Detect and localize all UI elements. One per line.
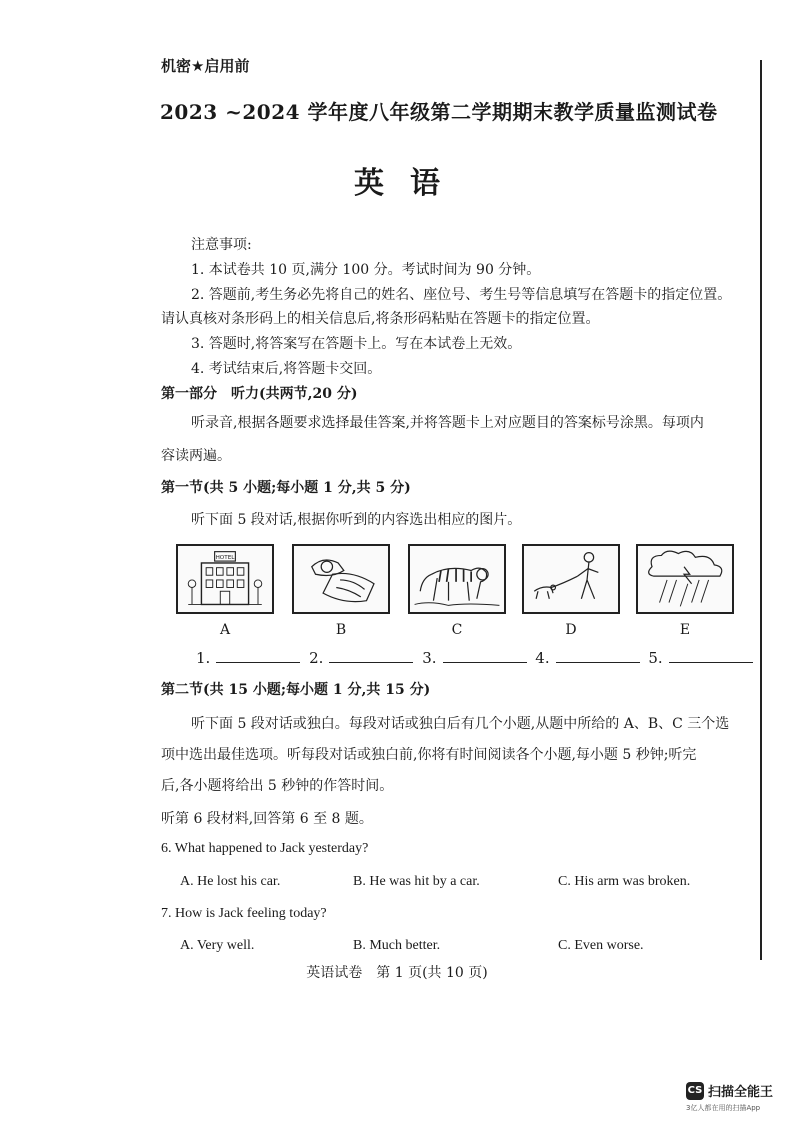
page-footer: 英语试卷 第 1 页(共 10 页) [306,965,488,981]
picture-d [522,544,620,614]
answer-blanks [196,648,757,667]
question-7-option-b[interactable]: B. Much better. [353,938,441,953]
blank-number-5: 5. [648,649,663,667]
secret-label: 机密★启用前 [161,57,250,75]
picture-letter-c: C [451,622,463,638]
answer-blank-3[interactable] [443,648,527,663]
question-6-option-a[interactable]: A. He lost his car. [180,874,281,889]
question-7-stem: 7. How is Jack feeling today? [161,906,327,921]
notes-item-3: 3. 答题时,将答案写在答题卡上。写在本试卷上无效。 [191,336,522,352]
blank-number-3: 3. [422,649,437,667]
section2-heading: 第二节(共 15 小题;每小题 1 分,共 15 分) [161,682,431,698]
question-7-option-a[interactable]: A. Very well. [180,938,255,953]
picture-b [292,544,390,614]
question-7-option-c[interactable]: C. Even worse. [558,938,644,953]
camscanner-logo-icon: CS [686,1082,704,1100]
blank-number-2: 2. [309,649,324,667]
section1-instruction: 听下面 5 段对话,根据你听到的内容选出相应的图片。 [191,512,522,528]
binding-line [760,60,762,960]
picture-letter-e: E [679,622,691,638]
section1-heading: 第一节(共 5 小题;每小题 1 分,共 5 分) [161,480,411,496]
sleeping-bed-icon [294,546,388,612]
answer-blank-1[interactable] [216,648,300,663]
picture-a [176,544,274,614]
picture-letter-a: A [219,622,231,638]
picture-letter-d: D [565,622,577,638]
section2-intro-line2: 项中选出最佳选项。听每段对话或独白前,你将有时间阅读各个小题,每小题 5 秒钟;听完 [161,747,697,763]
part1-intro: 听录音,根据各题要求选择最佳答案,并将答题卡上对应题目的答案标号涂黑。每项内 [191,415,704,431]
camscanner-name: 扫描全能王 [708,1085,774,1100]
section2-intro: 听下面 5 段对话或独白。每段对话或独白后有几个小题,从题中所给的 A、B、C 三个选 [191,716,730,732]
section2-intro-line3: 后,各小题将给出 5 秒钟的作答时间。 [161,778,394,794]
material-instruction: 听第 6 段材料,回答第 6 至 8 题。 [161,811,373,827]
blank-number-4: 4. [535,649,550,667]
question-6-stem: 6. What happened to Jack yesterday? [161,841,369,856]
answer-blank-2[interactable] [329,648,413,663]
camscanner-tagline: 3亿人都在用的扫描App [686,1104,761,1112]
picture-e [636,544,734,614]
picture-c [408,544,506,614]
notes-heading: 注意事项: [191,237,252,253]
hotel-building-icon [178,546,272,612]
question-6-option-b[interactable]: B. He was hit by a car. [353,874,480,889]
part1-intro-continued: 容读两遍。 [161,448,231,464]
tiger-icon [410,546,504,612]
part1-heading: 第一部分 听力(共两节,20 分) [161,386,358,402]
notes-item-2: 2. 答题前,考生务必先将自己的姓名、座位号、考生号等信息填写在答题卡的指定位置。 [191,287,732,303]
hotel-sign: HOTEL [215,555,235,562]
answer-blank-4[interactable] [556,648,640,663]
question-6-option-c[interactable]: C. His arm was broken. [558,874,691,889]
blank-number-1: 1. [196,649,211,667]
picture-letter-b: B [335,622,347,638]
exam-title: 2023 ~2024 学年度八年级第二学期期末教学质量监测试卷 [160,100,718,124]
notes-item-4: 4. 考试结束后,将答题卡交回。 [191,361,382,377]
subject-title: 英语 [354,166,466,201]
answer-blank-5[interactable] [669,648,753,663]
notes-item-2-continued: 请认真核对条形码上的相关信息后,将条形码粘贴在答题卡的指定位置。 [161,311,600,327]
notes-item-1: 1. 本试卷共 10 页,满分 100 分。考试时间为 90 分钟。 [191,262,541,278]
dog-walking-icon [524,546,618,612]
storm-icon [638,546,732,612]
